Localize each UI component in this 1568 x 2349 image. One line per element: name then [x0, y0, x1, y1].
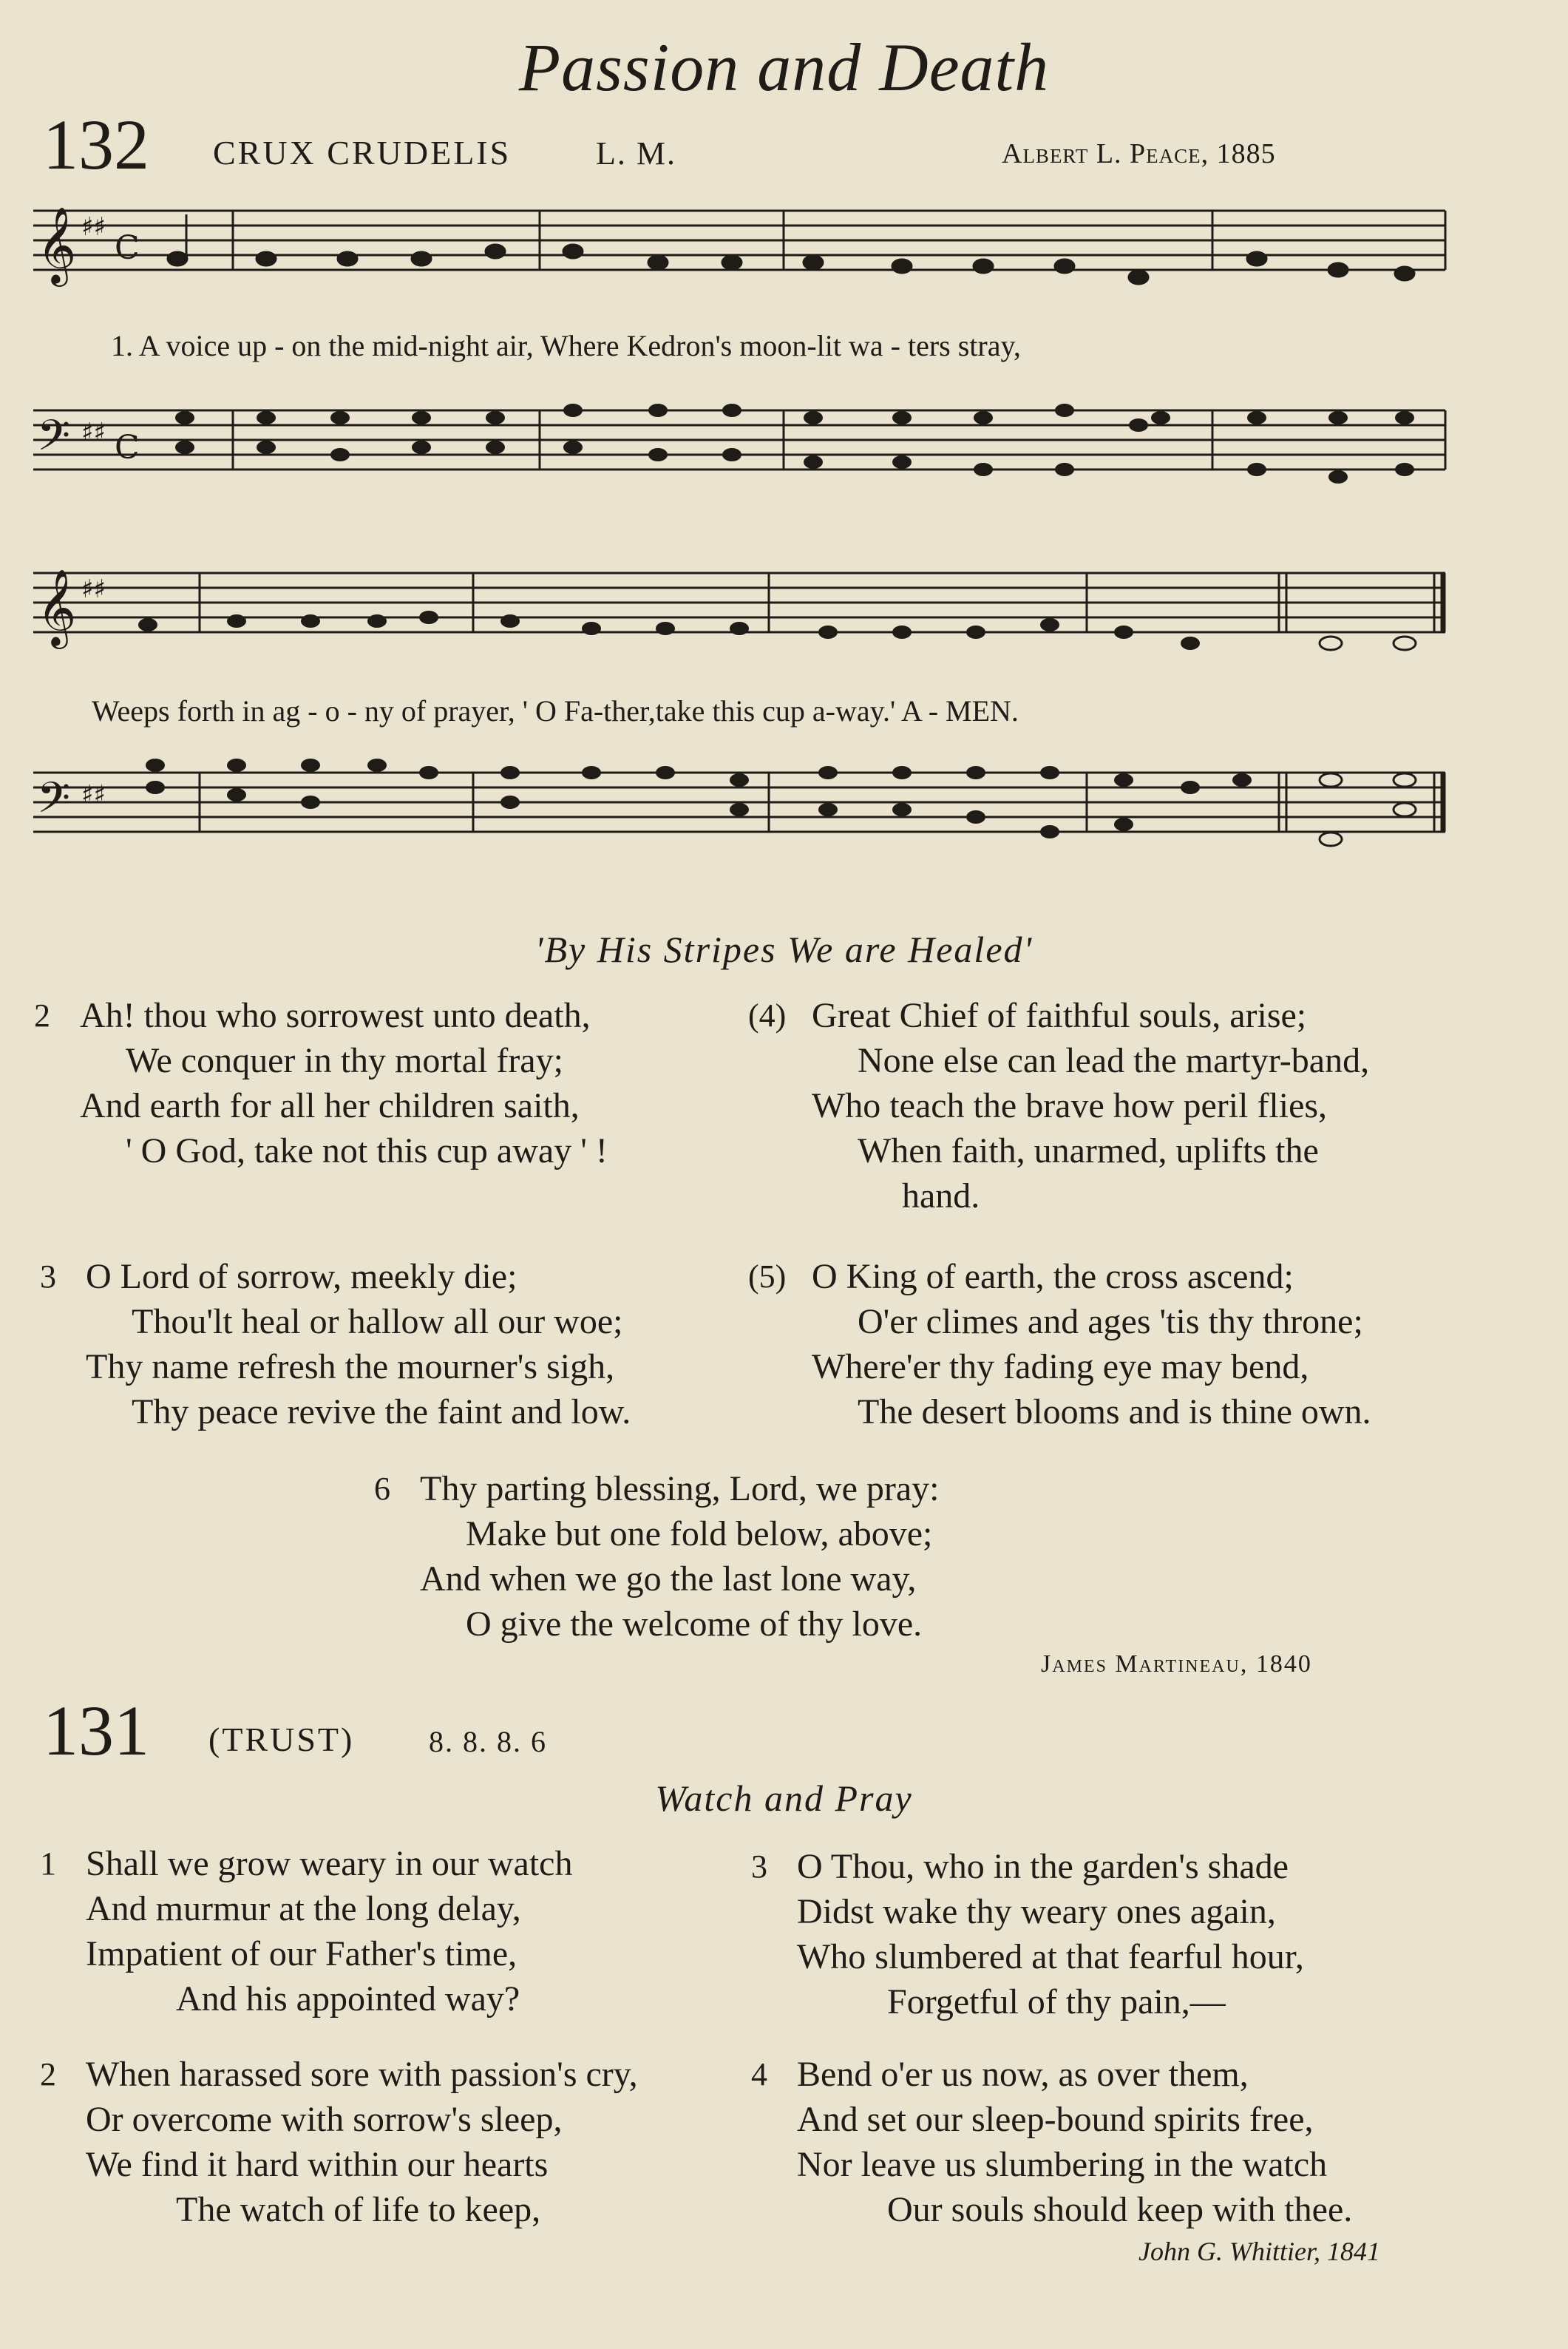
treble-staff-1 — [30, 185, 1449, 288]
verse-line: Great Chief of faithful souls, arise; — [812, 996, 1307, 1035]
hymn-132-verse-2 — [34, 993, 608, 1173]
hymn-132-verse-6 — [374, 1466, 940, 1647]
hymn-132-subtitle: 'By His Stripes We are Healed' — [534, 929, 1034, 970]
hymn-131-verse-1 — [40, 1841, 573, 2021]
verse-line: Thou'lt heal or hallow all our woe; — [132, 1302, 623, 1341]
verse-line: And earth for all her children saith, — [80, 1086, 580, 1125]
verse-line: When harassed sore with passion's cry, — [86, 2055, 638, 2094]
verse-number: 2 — [40, 2056, 56, 2092]
hymn-132-tune-name: CRUX CRUDELIS — [213, 134, 512, 172]
hymn-131-number: 131 — [43, 1691, 149, 1770]
verse-line: Thy peace revive the faint and low. — [132, 1392, 631, 1431]
verse-line: Shall we grow weary in our watch — [86, 1844, 573, 1883]
verse-line: O'er climes and ages 'tis thy throne; — [858, 1302, 1363, 1341]
verse-line: O Thou, who in the garden's shade — [797, 1847, 1289, 1886]
verse-number: 3 — [40, 1258, 56, 1295]
verse-line: Thy name refresh the mourner's sigh, — [86, 1347, 615, 1386]
verse-line: Our souls should keep with thee. — [887, 2190, 1353, 2229]
verse-line: Forgetful of thy pain,— — [887, 1982, 1226, 2021]
verse-line: And set our sleep-bound spirits free, — [797, 2100, 1314, 2139]
verse-line: Make but one fold below, above; — [466, 1514, 933, 1553]
verse-line: O give the welcome of thy love. — [466, 1604, 923, 1644]
verse-line: And when we go the last lone way, — [420, 1559, 917, 1599]
verse-line: Thy parting blessing, Lord, we pray: — [420, 1469, 940, 1508]
hymn-131-verse-2 — [40, 2052, 638, 2232]
treble-staff-2 — [30, 547, 1449, 658]
verse-line: O Lord of sorrow, meekly die; — [86, 1257, 517, 1296]
verse-line: We conquer in thy mortal fray; — [126, 1041, 563, 1080]
verse-line: Nor leave us slumbering in the watch — [797, 2145, 1328, 2184]
hymn-132-composer: Albert L. Peace, 1885 — [1002, 138, 1276, 169]
svg-text:𝄞: 𝄞 — [37, 569, 77, 646]
verse-number: 3 — [751, 1848, 767, 1885]
verse-number: (5) — [748, 1258, 787, 1295]
hymn-131-meter: 8. 8. 8. 6 — [429, 1725, 547, 1758]
hymn-132-verse-5 — [748, 1254, 1371, 1434]
verse-line: Ah! thou who sorrowest unto death, — [80, 996, 591, 1035]
verse-line: We find it hard within our hearts — [86, 2145, 549, 2184]
hymn-132-author: James Martineau, 1840 — [1041, 1650, 1312, 1678]
hymn-132-verse-4 — [748, 993, 1370, 1218]
music-system-1-bass — [30, 384, 1449, 503]
bass-staff-1 — [30, 384, 1449, 503]
verse-line: Or overcome with sorrow's sleep, — [86, 2100, 563, 2139]
hymn-132-lyrics-line-2: Weeps forth in ag - o - ny of prayer, ' O Fa-ther,take this cup a-way.' A - MEN. — [92, 694, 1019, 728]
hymn-131-verse-4 — [751, 2052, 1353, 2232]
music-system-2-bass — [30, 747, 1449, 895]
verse-line: Didst wake thy weary ones again, — [797, 1892, 1276, 1931]
svg-text:𝄞: 𝄞 — [37, 206, 77, 284]
music-system-2 — [30, 547, 1449, 658]
verse-number: 2 — [34, 997, 50, 1034]
verse-line: The watch of life to keep, — [176, 2190, 541, 2229]
hymn-132-meter: L. M. — [596, 135, 676, 172]
section-title: Passion and Death — [518, 30, 1050, 105]
music-system-1 — [30, 185, 1449, 288]
svg-text:𝄢: 𝄢 — [37, 410, 71, 471]
verse-line: When faith, unarmed, uplifts the — [858, 1131, 1319, 1170]
hymn-132-lyrics-line-1: 1. A voice up - on the mid-night air, Where Kedron's moon-lit wa - ters stray, — [111, 329, 1021, 362]
verse-line: Bend o'er us now, as over them, — [797, 2055, 1249, 2094]
svg-text:C: C — [115, 229, 140, 267]
verse-line: O King of earth, the cross ascend; — [812, 1257, 1294, 1296]
hymn-132-number: 132 — [43, 105, 149, 184]
svg-text:♯♯: ♯♯ — [81, 780, 106, 810]
svg-text:𝄢: 𝄢 — [37, 773, 71, 833]
verse-number: (4) — [748, 997, 787, 1034]
svg-text:C: C — [115, 429, 140, 467]
verse-line: And his appointed way? — [176, 1979, 520, 2018]
hymn-131-author: John G. Whittier, 1841 — [1138, 2237, 1380, 2266]
verse-line: ' O God, take not this cup away ' ! — [126, 1131, 608, 1170]
verse-number: 1 — [40, 1845, 56, 1882]
verse-number: 6 — [374, 1471, 390, 1507]
verse-line: Who slumbered at that fearful hour, — [797, 1937, 1304, 1976]
hymn-131-tune-name: (TRUST) — [208, 1721, 355, 1758]
verse-line: Impatient of our Father's time, — [86, 1934, 517, 1973]
verse-line: The desert blooms and is thine own. — [858, 1392, 1371, 1431]
svg-text:♯♯: ♯♯ — [81, 418, 106, 447]
svg-text:♯♯: ♯♯ — [81, 212, 106, 242]
verse-line: Who teach the brave how peril flies, — [812, 1086, 1328, 1125]
verse-line: hand. — [902, 1176, 980, 1216]
svg-text:♯♯: ♯♯ — [81, 574, 106, 604]
bass-staff-2 — [30, 747, 1449, 895]
hymn-132-verse-3 — [40, 1254, 631, 1434]
hymn-131-verse-3 — [751, 1844, 1304, 2024]
hymn-131-subtitle: Watch and Pray — [655, 1777, 913, 1819]
verse-line: None else can lead the martyr-band, — [858, 1041, 1370, 1080]
verse-number: 4 — [751, 2056, 767, 2092]
verse-line: Where'er thy fading eye may bend, — [812, 1347, 1309, 1386]
verse-line: And murmur at the long delay, — [86, 1889, 521, 1928]
